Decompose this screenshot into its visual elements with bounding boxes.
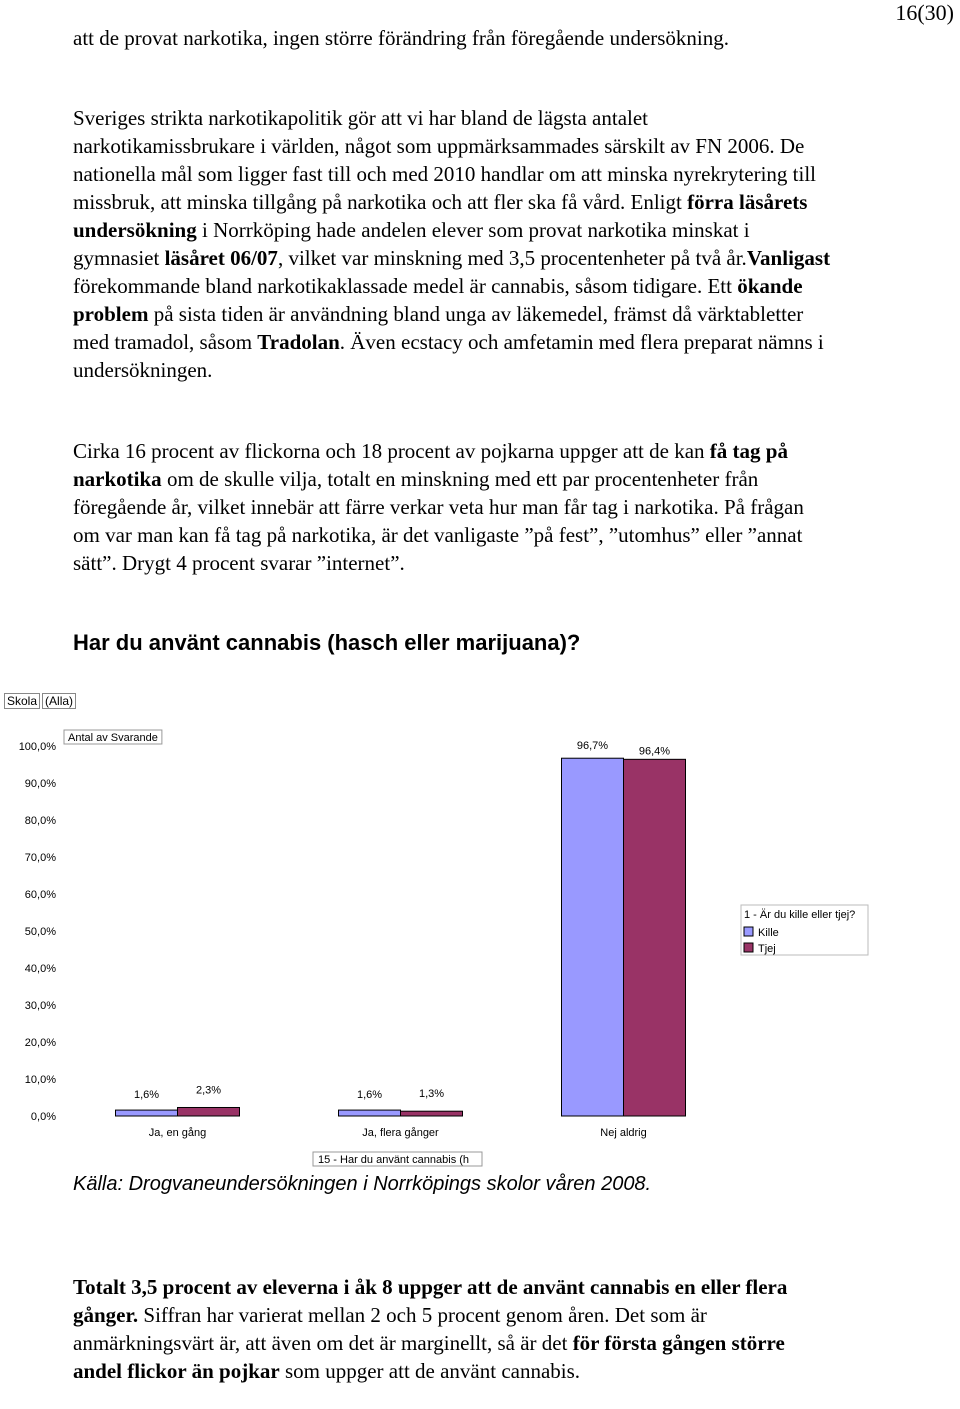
bar-kille [116,1110,178,1116]
bar-kille [562,758,624,1116]
bar-tjej [624,759,686,1116]
report-filter[interactable] [4,694,78,708]
x-tick-label: Ja, flera gånger [362,1127,439,1139]
legend-swatch-kille [744,927,753,936]
y-tick-label: 10,0% [24,1074,56,1086]
y-tick-label: 90,0% [24,778,56,790]
y-tick-label: 80,0% [24,815,56,827]
x-axis-label: 15 - Har du använt cannabis (h [318,1154,470,1166]
legend-label-kille: Kille [758,927,779,939]
y-tick-label: 0,0% [30,1111,56,1123]
data-label: 1,6% [133,1089,160,1102]
legend-label-tjej: Tjej [758,943,776,955]
bar-kille [339,1110,401,1116]
paragraph-4: Totalt 3,5 procent av eleverna i åk 8 uppger att de använt cannabis en eller flera gånger. Siffran har varierat mellan 2 och 5 procent genom åren. Det som är anmärkningsvärt är, att även om det är marginellt, så är det för första gången större andel flickor än pojkar som uppger att de använt cannabis. [73,1275,788,1383]
data-field-label: Antal av Svarande [68,732,158,744]
paragraph-3: Cirka 16 procent av flickorna och 18 procent av pojkarna uppger att de kan få tag på narkotika om de skulle vilja, totalt en minskning med ett par procentenheter från föregående år, vilket innebär att färre verkar veta hur man får tag i narkotika. På frågan om var man kan få tag på narkotika, är det vanligaste ”på fest”, ”utomhus” eller ”annat sätt”. Drygt 4 procent svarar ”internet”. [73,439,804,575]
y-tick-label: 20,0% [24,1037,56,1049]
x-tick-label: Ja, en gång [148,1127,207,1139]
page-number: 16(30) [895,0,954,25]
paragraph-2: Sveriges strikta narkotikapolitik gör att vi har bland de lägsta antalet narkotikamissbrukare i världen, något som uppmärksammades särskilt av FN 2006. De nationella mål som ligger fast till och med 2010 handlar om att minska nyrekrytering till missbruk, att minska tillgång på narkotika och att fler ska få vård. Enligt förra läsårets undersökning i Norrköping hade andelen elever som provat narkotika minskat i gymnasiet läsåret 06/07, vilket var minskning med 3,5 procentenheter på två år.Vanligast förekommande bland narkotikaklassade medel är cannabis, såsom tidigare. Ett ökande problem på sista tiden är användning bland unga av läkemedel, främst då värktabletter med tramadol, såsom Tradolan. Även ecstacy och amfetamin med flera preparat nämns i undersökningen. [73,106,831,382]
x-tick-label: Nej aldrig [600,1127,647,1139]
data-label: 1,6% [356,1089,383,1102]
filter-value[interactable]: (Alla) [42,693,76,709]
paragraph-1: att de provat narkotika, ingen större förändring från föregående undersökning. [73,26,730,50]
data-label: 96,7% [576,740,609,753]
y-tick-label: 60,0% [24,889,56,901]
data-label: 2,3% [195,1084,222,1097]
legend-title: 1 - Är du kille eller tjej? [744,909,856,921]
y-tick-label: 70,0% [24,852,56,864]
y-tick-label: 40,0% [24,963,56,975]
bar-chart [0,725,960,1170]
filter-field: Skola [4,693,40,709]
chart-heading: Har du använt cannabis (hasch eller marijuana)? [73,630,581,655]
source-caption: Källa: Drogvaneundersökningen i Norrköpings skolor våren 2008. [73,1173,652,1195]
y-tick-label: 50,0% [24,926,56,938]
data-label: 96,4% [638,745,671,758]
legend-swatch-tjej [744,943,753,952]
y-tick-label: 100,0% [18,741,56,753]
data-label: 1,3% [418,1088,445,1101]
y-tick-label: 30,0% [24,1000,56,1012]
bar-tjej [401,1111,463,1116]
bar-tjej [178,1107,240,1116]
